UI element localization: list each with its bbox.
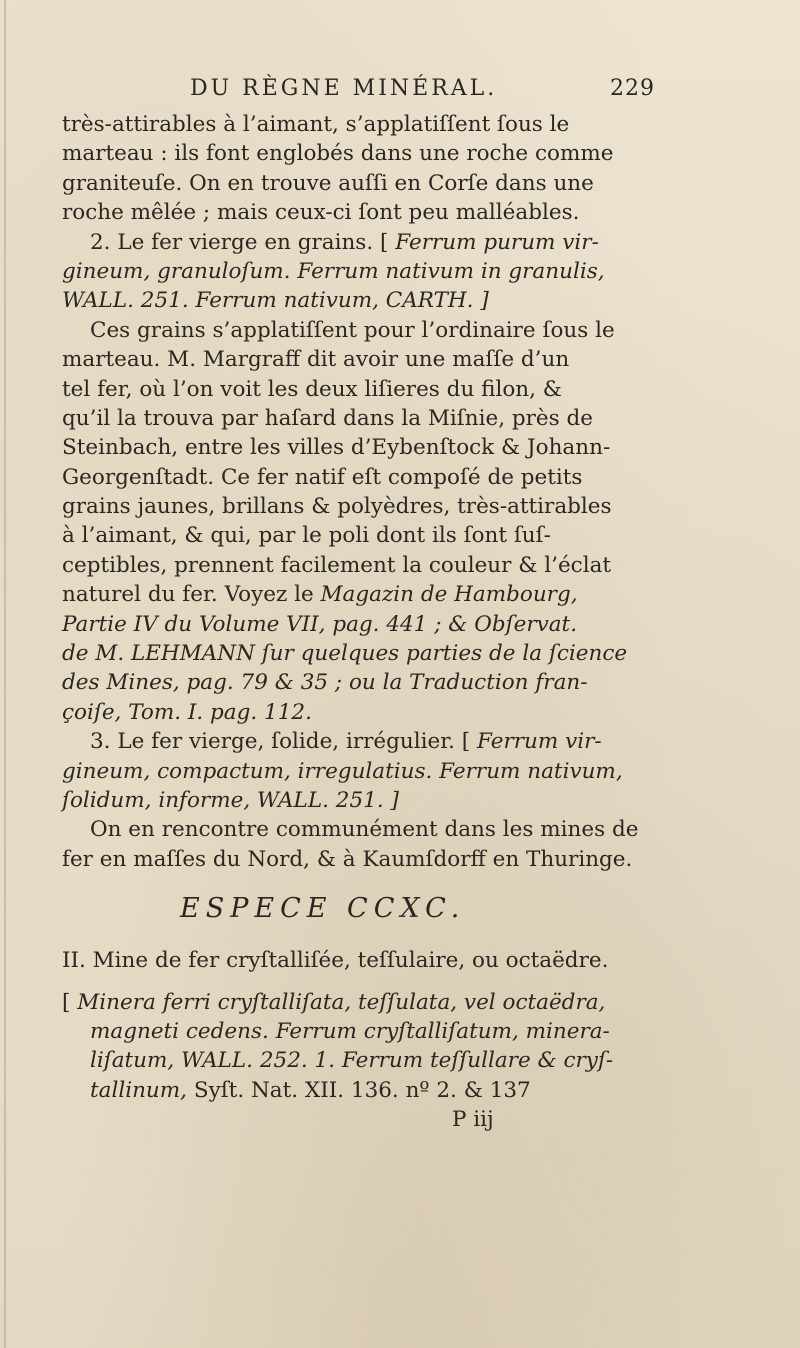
text-line: grains jaunes, brillans & polyèdres, très-attirables bbox=[62, 494, 612, 520]
signature-mark: P iij bbox=[452, 1107, 494, 1133]
text-line: gineum, granuloſum. Ferrum nativum in granulis, bbox=[62, 258, 605, 284]
body-text bbox=[62, 110, 662, 1135]
running-title: DU RÈGNE MINÉRAL. bbox=[190, 76, 498, 101]
spacer bbox=[62, 928, 662, 946]
text-run-italic: Ferrum vir- bbox=[477, 729, 602, 755]
text-line bbox=[62, 228, 662, 257]
running-header bbox=[190, 76, 655, 110]
text-line: magneti cedens. Ferrum cryſtalliſatum, minera- bbox=[90, 1018, 610, 1044]
text-run-italic: tallinum, bbox=[90, 1077, 194, 1103]
text-line: Georgenſtadt. Ce fer natif eſt compoſé de petits bbox=[62, 464, 583, 490]
text-line: II. Mine de fer cryſtalliſée, teſſulaire, ou octaëdre. bbox=[62, 948, 609, 974]
species-heading: ESPECE CCXC. bbox=[180, 893, 466, 925]
text-line bbox=[62, 1076, 662, 1105]
page-number: 229 bbox=[610, 76, 655, 101]
text-line: çoiſe, Tom. I. pag. 112. bbox=[62, 699, 312, 725]
text-run: 3. Le fer vierge, ſolide, irrégulier. [ bbox=[90, 729, 478, 755]
text-line: On en rencontre communément dans les mines de bbox=[90, 817, 639, 843]
text-run-italic: Ferrum purum vir- bbox=[395, 229, 599, 255]
text-line: des Mines, pag. 79 & 35 ; ou la Traduction fran- bbox=[62, 670, 588, 696]
text-line: fer en maſſes du Nord, & à Kaumſdorff en Thuringe. bbox=[62, 846, 633, 872]
text-line: marteau. M. Margraff dit avoir une maſſe d’un bbox=[62, 347, 570, 373]
spacer bbox=[62, 976, 662, 988]
text-line: marteau : ils font englobés dans une roche comme bbox=[62, 141, 614, 167]
text-line: à l’aimant, & qui, par le poli dont ils ſont ſuſ- bbox=[62, 523, 551, 549]
text-run: naturel du fer. Voyez le bbox=[62, 582, 321, 608]
text-run: 2. Le fer vierge en grains. [ bbox=[90, 229, 396, 255]
text-line: gineum, compactum, irregulatius. Ferrum nativum, bbox=[62, 758, 623, 784]
text-line: ceptibles, prennent facilement la couleur & l’éclat bbox=[62, 552, 612, 578]
text-run: [ bbox=[62, 989, 78, 1015]
text-line: ſolidum, informe, WALL. 251. ] bbox=[62, 787, 399, 813]
text-line: roche mêlée ; mais ceux-ci ſont peu malléables. bbox=[62, 200, 580, 226]
text-line: Ces grains s’applatiſſent pour l’ordinaire ſous le bbox=[90, 317, 615, 343]
text-line: Partie IV du Volume VII, pag. 441 ; & Obſervat. bbox=[62, 611, 578, 637]
text-run-italic: Minera ferri cryſtalliſata, teſſulata, vel octaëdra, bbox=[77, 989, 606, 1015]
text-line: Steinbach, entre les villes d’Eybenſtock & Johann- bbox=[62, 435, 611, 461]
text-line bbox=[62, 988, 662, 1017]
text-line: qu’il la trouva par haſard dans la Miſnie, près de bbox=[62, 405, 593, 431]
text-line: liſatum, WALL. 252. 1. Ferrum teſſullare & cryſ- bbox=[90, 1048, 614, 1074]
text-line bbox=[62, 580, 662, 609]
text-line: tel fer, où l’on voit les deux liſieres du filon, & bbox=[62, 376, 562, 402]
text-run-italic: Magazin de Hambourg, bbox=[320, 582, 578, 608]
page-edge bbox=[4, 0, 6, 1348]
text-line bbox=[62, 727, 662, 756]
text-run: Syſt. Nat. XII. 136. nº 2. & 137 bbox=[193, 1077, 531, 1103]
text-line: WALL. 251. Ferrum nativum, CARTH. ] bbox=[62, 288, 489, 314]
text-line: de M. LEHMANN ſur quelques parties de la ſcience bbox=[62, 641, 628, 667]
text-line: graniteuſe. On en trouve auſſi en Corſe dans une bbox=[62, 170, 594, 196]
text-line: très-attirables à l’aimant, s’applatiſſent ſous le bbox=[62, 112, 570, 137]
